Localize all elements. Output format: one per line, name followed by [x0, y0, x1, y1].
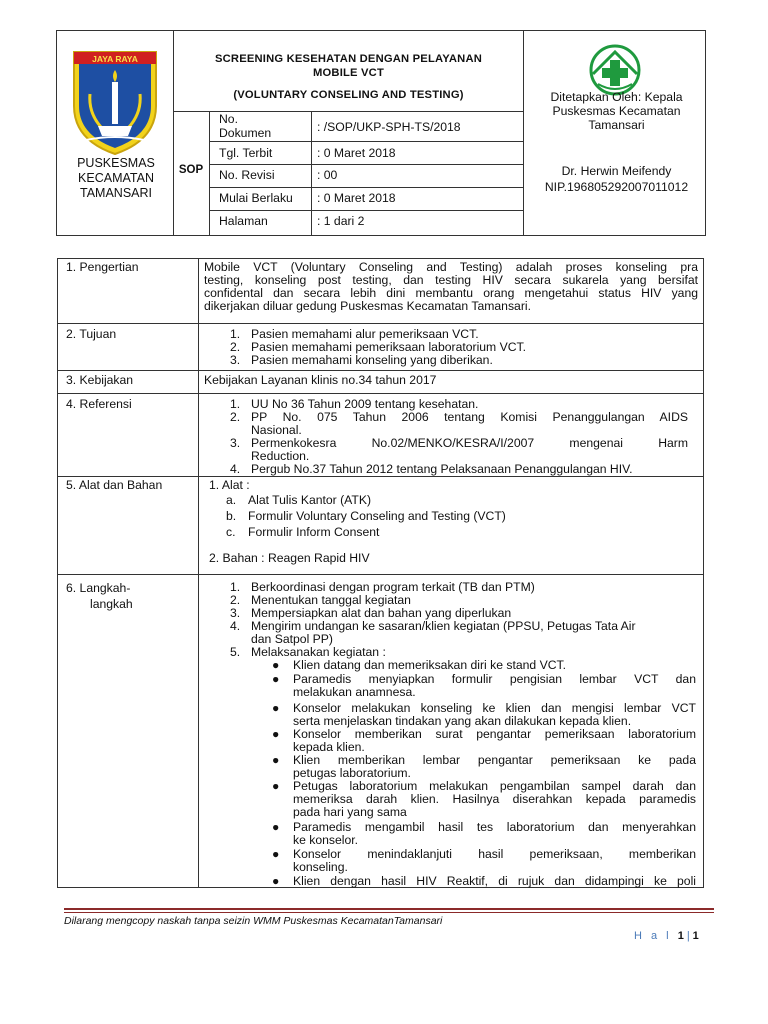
- meta-key-halaman: Halaman: [219, 214, 268, 228]
- bullet-5-line-2: petugas laboratorium.: [293, 766, 411, 780]
- bullet-dot: ●: [272, 701, 280, 715]
- bullet-3-line-2: serta menjelaskan tindakan yang akan dilakukan kepada klien.: [293, 714, 632, 728]
- bullet-dot: ●: [272, 874, 280, 888]
- meta-value-no-revisi: : 00: [317, 168, 338, 182]
- pengertian-line-4: dikerjakan diluar gedung Puskesmas Kecamatan Tamansari.: [204, 299, 531, 313]
- document-title-line-1: SCREENING KESEHATAN DENGAN PELAYANAN: [214, 53, 483, 65]
- footer-rule-thin: [64, 912, 714, 913]
- page-separator: |: [686, 930, 693, 942]
- referensi-item-2-line-2: Nasional.: [251, 423, 302, 437]
- sop-label: SOP: [178, 164, 204, 176]
- footer-rule: [64, 908, 714, 910]
- bullet-2-line-2: melakukan anamnesa.: [293, 685, 416, 699]
- referensi-item-1: UU No 36 Tahun 2009 tentang kesehatan.: [251, 397, 479, 411]
- referensi-num-2: 2.: [230, 410, 241, 424]
- signer-name: Dr. Herwin Meifendy: [561, 164, 672, 178]
- tujuan-num-3: 3.: [230, 353, 241, 367]
- bullet-4-line-2: kepada klien.: [293, 740, 365, 754]
- kebijakan-text: Kebijakan Layanan klinis no.34 tahun 2017: [204, 373, 437, 387]
- alat-header: 1. Alat :: [209, 478, 250, 492]
- bullet-6-line-2: memeriksa darah klien. Hasilnya diserahkan kepada paramedis: [293, 792, 696, 806]
- referensi-item-3-line-2: Reduction.: [251, 449, 310, 463]
- langkah-item-4-line-2: dan Satpol PP): [251, 632, 333, 646]
- tujuan-num-2: 2.: [230, 340, 241, 354]
- bahan-line: 2. Bahan : Reagen Rapid HIV: [209, 551, 370, 565]
- meta-key-tgl-terbit: Tgl. Terbit: [219, 146, 273, 160]
- footer-note: Dilarang mengcopy naskah tanpa seizin WMM Puskesmas KecamatanTamansari: [64, 915, 443, 927]
- bullet-dot: ●: [272, 820, 280, 834]
- document-title-line-3: (VOLUNTARY CONSELING AND TESTING): [233, 89, 464, 101]
- pengertian-line-2: testing, konseling post testing, dan testing HIV secara sukarela yang bersifat: [204, 273, 698, 287]
- section-label-tujuan: 2. Tujuan: [66, 327, 117, 341]
- meta-key-no: No.: [219, 112, 238, 126]
- langkah-num-1: 1.: [230, 580, 241, 594]
- bullet-1: Klien datang dan memeriksakan diri ke stand VCT.: [293, 658, 567, 672]
- bullet-4-line-1: Konselor memberikan surat pengantar pemeriksaan laboratorium: [293, 727, 696, 741]
- langkah-num-3: 3.: [230, 606, 241, 620]
- bullet-dot: ●: [272, 672, 280, 686]
- alat-item-c: Formulir Inform Consent: [248, 525, 380, 539]
- section-label-referensi: 4. Referensi: [66, 397, 132, 411]
- procedure-table: [57, 258, 704, 888]
- meta-key-no-revisi: No. Revisi: [219, 168, 275, 182]
- section-label-langkah-1: 6. Langkah-: [66, 581, 131, 595]
- referensi-item-4: Pergub No.37 Tahun 2012 tentang Pelaksanaan Penanggulangan HIV.: [251, 462, 633, 476]
- langkah-item-5: Melaksanakan kegiatan :: [251, 645, 386, 659]
- referensi-num-4: 4.: [230, 462, 241, 476]
- meta-value-mulai-berlaku: : 0 Maret 2018: [317, 191, 396, 205]
- alat-item-b: Formulir Voluntary Conseling and Testing (VCT): [248, 509, 506, 523]
- meta-value-tgl-terbit: : 0 Maret 2018: [317, 146, 396, 160]
- meta-value-halaman: : 1 dari 2: [317, 214, 365, 228]
- langkah-num-2: 2.: [230, 593, 241, 607]
- tujuan-item-3: Pasien memahami konseling yang diberikan.: [251, 353, 493, 367]
- puskesmas-logo: [589, 44, 641, 96]
- bullet-dot: ●: [272, 753, 280, 767]
- approval-block: Ditetapkan Oleh: Kepala Puskesmas Kecamatan Tamansari: [550, 90, 683, 132]
- referensi-num-3: 3.: [230, 436, 241, 450]
- tujuan-item-1: Pasien memahami alur pemeriksaan VCT.: [251, 327, 479, 341]
- bullet-8-line-1: Konselor menindaklanjuti hasil pemeriksaan, memberikan: [293, 847, 696, 861]
- tujuan-item-2: Pasien memahami pemeriksaan laboratorium VCT.: [251, 340, 527, 354]
- page-current: 1: [677, 930, 687, 942]
- langkah-num-5: 5.: [230, 645, 241, 659]
- section-label-langkah-2: langkah: [90, 597, 133, 611]
- section-label-pengertian: 1. Pengertian: [66, 260, 139, 274]
- tujuan-num-1: 1.: [230, 327, 241, 341]
- jaya-raya-logo: [68, 44, 162, 156]
- langkah-item-3: Mempersiapkan alat dan bahan yang diperlukan: [251, 606, 512, 620]
- bullet-7-line-1: Paramedis mengambil hasil tes laboratorium dan menyerahkan: [293, 820, 696, 834]
- page-prefix: H a l: [634, 930, 672, 942]
- header-table: [56, 30, 706, 236]
- meta-value-dokumen: : /SOP/UKP-SPH-TS/2018: [317, 120, 461, 134]
- bullet-5-line-1: Klien memberikan lembar pengantar pemeriksaan ke pada: [293, 753, 696, 767]
- bullet-6-line-3: pada hari yang sama: [293, 805, 407, 819]
- referensi-item-3-line-1: Permenkokesra No.02/MENKO/KESRA/I/2007 mengenai Harm: [251, 436, 688, 450]
- langkah-item-2: Menentukan tanggal kegiatan: [251, 593, 411, 607]
- bullet-dot: ●: [272, 847, 280, 861]
- langkah-item-4-line-1: Mengirim undangan ke sasaran/klien kegiatan (PPSU, Petugas Tata Air: [251, 619, 636, 633]
- referensi-item-2-line-1: PP No. 075 Tahun 2006 tentang Komisi Penanggulangan AIDS: [251, 410, 688, 424]
- alat-item-a: Alat Tulis Kantor (ATK): [248, 493, 372, 507]
- bullet-6-line-1: Petugas laboratorium melakukan pengambilan sampel darah dan: [293, 779, 696, 793]
- bullet-dot: ●: [272, 779, 280, 793]
- section-label-kebijakan: 3. Kebijakan: [66, 373, 134, 387]
- document-title-line-2: MOBILE VCT: [313, 67, 384, 79]
- meta-key-dokumen: Dokumen: [219, 126, 272, 140]
- bullet-dot: ●: [272, 727, 280, 741]
- section-label-alat-bahan: 5. Alat dan Bahan: [66, 478, 163, 492]
- page-number: [634, 930, 702, 942]
- referensi-num-1: 1.: [230, 397, 241, 411]
- bullet-8-line-2: konseling.: [293, 860, 348, 874]
- pengertian-line-1: Mobile VCT (Voluntary Conseling and Testing) adalah proses konseling pra: [204, 260, 698, 274]
- bullet-dot: ●: [272, 658, 280, 672]
- page-total: 1: [692, 930, 702, 942]
- bullet-3-line-1: Konselor melakukan konseling ke klien dan mengisi lembar VCT: [293, 701, 696, 715]
- bullet-2-line-1: Paramedis menyiapkan formulir pengisian lembar VCT dan: [293, 672, 696, 686]
- alat-letter-a: a.: [226, 493, 237, 507]
- langkah-num-4: 4.: [230, 619, 241, 633]
- pengertian-line-3: confidental dan secara lebih dini membantu orang mengetahui status HIV yang: [204, 286, 698, 300]
- svg-text:JAYA RAYA: JAYA RAYA: [92, 54, 138, 64]
- bullet-9-line-1: Klien dengan hasil HIV Reaktif, di rujuk dan didampingi ke poli: [293, 874, 696, 888]
- langkah-item-1: Berkoordinasi dengan program terkait (TB dan PTM): [251, 580, 535, 594]
- meta-key-mulai-berlaku: Mulai Berlaku: [219, 191, 293, 205]
- alat-letter-b: b.: [226, 509, 237, 523]
- signer-nip: NIP.196805292007011012: [544, 180, 689, 194]
- alat-letter-c: c.: [226, 525, 236, 539]
- bullet-7-line-2: ke konselor.: [293, 833, 359, 847]
- organization-name: PUSKESMAS KECAMATAN TAMANSARI: [77, 156, 155, 200]
